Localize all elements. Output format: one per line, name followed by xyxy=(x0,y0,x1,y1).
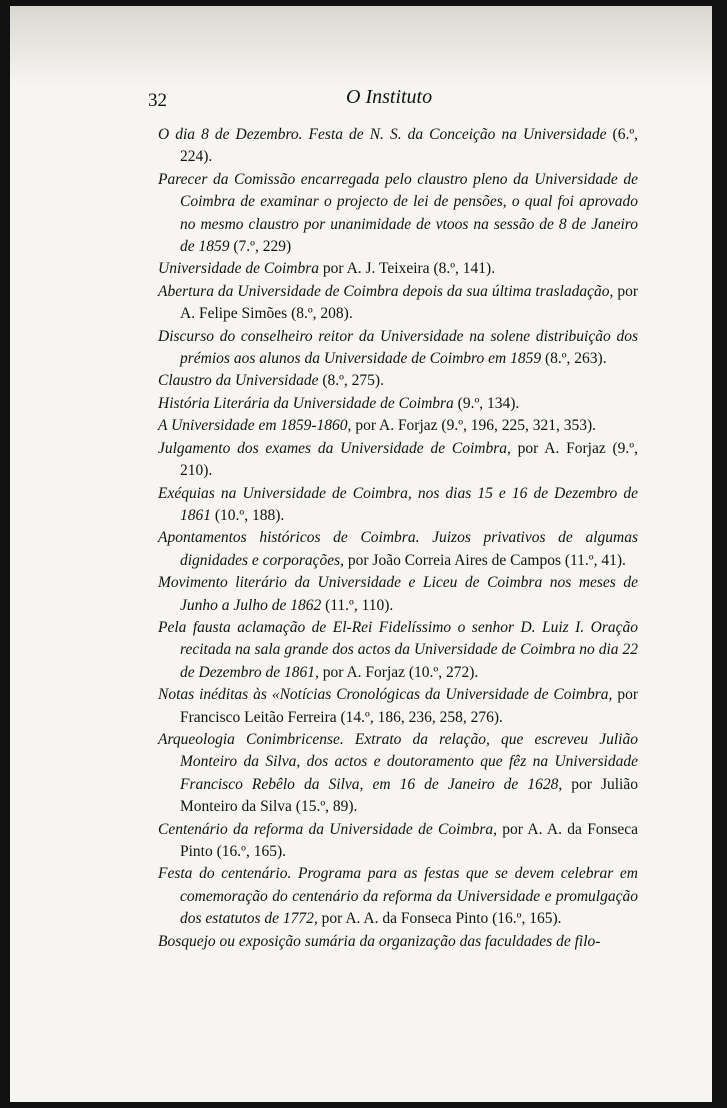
entry-title: Movimento literário da Universidade e Liceu de Coimbra nos meses de Junho a Julho de 1862 xyxy=(158,574,638,614)
bibliography-entry xyxy=(158,438,638,483)
bibliography-entry xyxy=(158,393,638,415)
entry-title: O dia 8 de Dezembro. Festa de N. S. da Conceição na Universidade xyxy=(158,126,607,143)
bibliography-entry xyxy=(158,729,638,819)
entry-title: Julgamento dos exames da Universidade de Coimbra, xyxy=(158,439,511,457)
bibliography-entry xyxy=(158,819,638,864)
entry-reference: (8.º, 275). xyxy=(318,372,384,390)
page-header xyxy=(148,86,628,116)
entry-reference: (9.º, 134). xyxy=(453,394,520,412)
bibliography-entry xyxy=(158,258,638,280)
entry-reference: por João Correia Aires de Campos (11.º, 41). xyxy=(344,551,626,569)
bibliography-entry xyxy=(158,326,638,371)
entry-reference: por A. J. Teixeira (8.º, 141). xyxy=(319,260,496,278)
entry-reference: (7.º, 229) xyxy=(229,238,292,256)
entry-reference: (6.º, 224). xyxy=(180,126,639,166)
entry-reference: por A. Forjaz (9.º, 196, 225, 321, 353). xyxy=(351,417,597,435)
entry-reference: por A. Forjaz (9.º, 210). xyxy=(180,439,638,480)
entry-reference: por A. A. da Fonseca Pinto (16.º, 165). xyxy=(180,820,638,860)
entry-reference: por A. A. da Fonseca Pinto (16.º, 165). xyxy=(317,910,562,928)
entry-title: Centenário da reforma da Universidade de Coimbra, xyxy=(158,820,498,838)
page-number: 32 xyxy=(148,90,167,111)
entry-reference: por A. Forjaz (10.º, 272). xyxy=(318,663,479,681)
bibliography-entry xyxy=(158,370,638,392)
bibliography-entry xyxy=(158,572,638,617)
bibliography-entry xyxy=(158,415,638,437)
entry-reference: por A. Felipe Simões (8.º, 208). xyxy=(180,282,638,323)
bibliography-entry xyxy=(158,684,638,729)
bibliography-entry xyxy=(158,483,638,528)
entry-title: Notas inéditas às «Notícias Cronológicas da Universidade de Coimbra, xyxy=(158,686,613,704)
entry-title: Bosquejo ou exposição sumária da organização das faculdades de filo- xyxy=(158,932,601,950)
entry-title: Exéquias na Universidade de Coimbra, nos dias 15 e 16 de Dezembro de 1861 xyxy=(158,484,638,524)
entry-title: Arqueologia Conimbricense. Extrato da relação, que escreveu Julião Monteiro da Silva, dos actos e doutoramento que fêz na Universidade Francisco Rebêlo da Silva, em 16 de Janeiro de 1628, xyxy=(158,730,638,793)
entry-title: Pela fausta aclamação de El-Rei Fidelíssimo o senhor D. Luiz I. Oração recitada na sala grande dos actos da Universidade de Coimbra no dia 22 de Dezembro de 1861, xyxy=(158,618,638,681)
bibliography-entry xyxy=(158,281,638,326)
bibliography-entry xyxy=(158,863,638,930)
entry-title: Apontamentos históricos de Coimbra. Juizos privativos de algumas dignidades e corporações, xyxy=(158,529,638,569)
entry-title: A Universidade em 1859-1860, xyxy=(158,417,352,435)
bibliography-entry xyxy=(158,169,638,259)
entry-reference: (10.º, 188). xyxy=(211,506,285,524)
bibliography-entry xyxy=(158,617,638,684)
entry-reference: (8.º, 263). xyxy=(541,350,607,368)
book-page xyxy=(10,6,712,1102)
bibliography-entry xyxy=(158,931,638,953)
bibliography-list xyxy=(158,124,638,953)
entry-title: Universidade de Coimbra xyxy=(158,260,320,278)
entry-title: Festa do centenário. Programa para as festas que se devem celebrar em comemoração do centenário da reforma da Universidade e promulgação dos estatutos de 1772, xyxy=(158,865,638,928)
entry-reference: por Julião Monteiro da Silva (15.º, 89). xyxy=(180,775,638,816)
entry-title: Abertura da Universidade de Coimbra depois da sua última trasladação, xyxy=(158,282,614,300)
entry-reference: (11.º, 110). xyxy=(321,596,394,614)
entry-title: Discurso do conselheiro reitor da Universidade na solene distribuição dos prémios aos alunos da Universidade de Coimbro em 1859 xyxy=(158,327,638,368)
entry-title: Parecer da Comissão encarregada pelo claustro pleno da Universidade de Coimbra de examinar o projecto de lei de pensões, o qual foi aprovado no mesmo claustro por unanimidade de vtoos na sessão de 8 de Janeiro de 1859 xyxy=(158,170,638,256)
entry-title: História Literária da Universidade de Coimbra xyxy=(158,394,454,412)
entry-title: Claustro da Universidade xyxy=(158,372,319,390)
running-title: O Instituto xyxy=(346,86,433,108)
bibliography-entry xyxy=(158,527,638,572)
bibliography-entry xyxy=(158,124,638,169)
entry-reference: por Francisco Leitão Ferreira (14.º, 186, 236, 258, 276). xyxy=(180,686,638,726)
